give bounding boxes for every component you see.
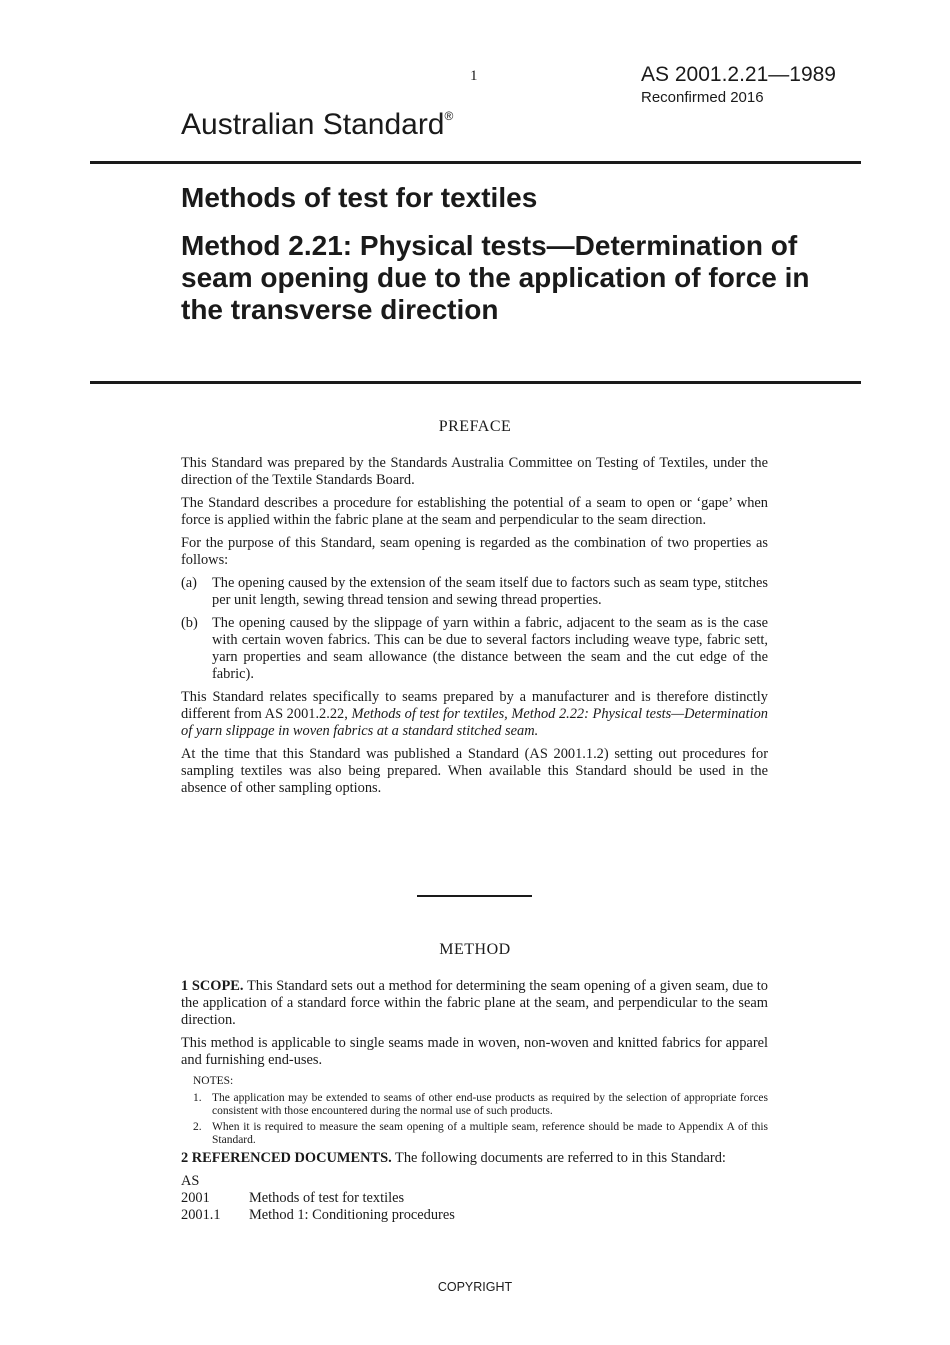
title-bottom-rule (90, 381, 861, 384)
top-rule (90, 161, 861, 164)
scope-clause-label: 1 SCOPE. (181, 978, 244, 994)
note-label: 2. (193, 1121, 202, 1133)
paragraph-text: This Standard relates specifically to seams prepared by a manufacturer and is therefore distinctly different from AS 2001.2.22, (181, 689, 768, 722)
cited-standard-title: Methods of test for textiles, Method 2.22: Physical tests—Determination of yarn slippage in woven fabrics at a standard stitched seam. (181, 706, 769, 739)
section-separator (417, 895, 532, 897)
reference-title: Method 1: Conditioning procedures (249, 1207, 455, 1223)
preface-paragraph (181, 689, 768, 740)
paragraph-text: The following documents are referred to in this Standard: (391, 1150, 726, 1166)
note-label: 1. (193, 1092, 202, 1104)
reconfirmed-note: Reconfirmed 2016 (641, 89, 764, 106)
reference-row (181, 1207, 768, 1224)
document-title: Methods of test for textiles (181, 182, 538, 213)
preface-paragraph: For the purpose of this Standard, seam opening is regarded as the combination of two properties as follows: (181, 535, 768, 568)
list-item (181, 615, 768, 683)
reference-code: 2001 (181, 1190, 210, 1206)
references-group-label: AS (181, 1173, 200, 1189)
standard-number: AS 2001.2.21—1989 (641, 63, 836, 86)
note-text: The application may be extended to seams of other end-use products as required by the selection of appropriate forces consistent with those encountered during the normal use of such products. (212, 1092, 768, 1117)
list-item-text: The opening caused by the slippage of yarn within a fabric, adjacent to the seam as is the case with certain woven fabrics. This can be due to several factors including weave type, fabric sett, yarn properties and seam allowance (the distance between the seam and the cut edge of the fabric). (212, 615, 768, 682)
list-item-text: The opening caused by the extension of the seam itself due to factors such as seam type, stitches per unit length, sewing thread tension and sewing thread properties. (212, 575, 768, 608)
note-item (193, 1121, 768, 1147)
preface-body (181, 455, 768, 803)
page-number: 1 (470, 68, 478, 84)
notes-title: NOTES: (193, 1075, 234, 1087)
reference-row (181, 1190, 768, 1207)
notes-block (193, 1075, 768, 1147)
list-item (181, 575, 768, 609)
method-body (181, 978, 768, 1224)
references-clause-label: 2 REFERENCED DOCUMENTS. (181, 1150, 392, 1166)
registered-mark: ® (444, 109, 454, 123)
scope-paragraph (181, 978, 768, 1029)
references-list (181, 1173, 768, 1224)
references-paragraph (181, 1150, 768, 1167)
copyright-footer: COPYRIGHT (437, 1280, 513, 1294)
method-heading: METHOD (439, 941, 511, 958)
paragraph-text: This Standard sets out a method for determining the seam opening of a given seam, due to the application of a standard force within the fabric plane at the seam, and perpendicular to the seam direction. (181, 978, 768, 1028)
preface-paragraph: The Standard describes a procedure for establishing the potential of a seam to open or ‘gape’ when force is applied within the fabric plane at the seam and perpendicular to the seam direction. (181, 495, 768, 528)
note-item (193, 1092, 768, 1118)
brand-name: Australian Standard (181, 108, 445, 141)
list-item-label: (a) (181, 575, 197, 591)
reference-title: Methods of test for textiles (249, 1190, 405, 1206)
note-text: When it is required to measure the seam opening of a multiple seam, reference should be made to Appendix A of this Standard. (212, 1121, 768, 1146)
applicability-paragraph: This method is applicable to single seams made in woven, non-woven and knitted fabrics for apparel and furnishing end-uses. (181, 1035, 768, 1068)
list-item-label: (b) (181, 615, 198, 631)
preface-paragraph: This Standard was prepared by the Standards Australia Committee on Testing of Textiles, under the direction of the Textile Standards Board. (181, 455, 768, 488)
brand-title (181, 108, 453, 142)
method-title: Method 2.21: Physical tests—Determination of seam opening due to the application of force in the transverse direction (181, 230, 810, 325)
preface-paragraph: At the time that this Standard was published a Standard (AS 2001.1.2) setting out procedures for sampling textiles was also being prepared. When available this Standard should be used in the absence of other sampling options. (181, 746, 768, 796)
reference-code: 2001.1 (181, 1207, 221, 1223)
preface-heading: PREFACE (438, 418, 512, 435)
